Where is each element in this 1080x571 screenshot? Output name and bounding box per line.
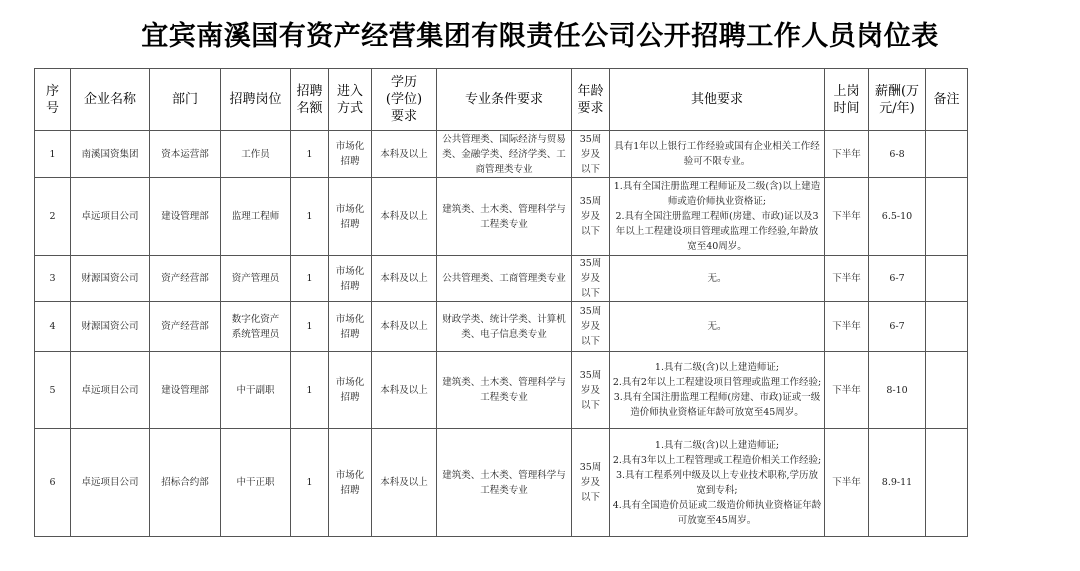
cell-method: 市场化 招聘 xyxy=(329,178,372,256)
cell-note xyxy=(926,256,968,302)
cell-age: 35周 岁及 以下 xyxy=(572,131,610,178)
cell-salary: 8.9-11 xyxy=(869,429,926,537)
table-row xyxy=(35,178,968,256)
col-header-note: 备注 xyxy=(926,69,968,131)
cell-major: 建筑类、土木类、管理科学与工程类专业 xyxy=(437,178,572,256)
cell-major: 公共管理类、工商管理类专业 xyxy=(437,256,572,302)
col-header-company: 企业名称 xyxy=(71,69,150,131)
cell-position: 中干副职 xyxy=(221,352,291,429)
col-header-quota: 招聘 名额 xyxy=(291,69,329,131)
cell-salary: 6-8 xyxy=(869,131,926,178)
cell-position: 数字化资产 系统管理员 xyxy=(221,302,291,352)
cell-start: 下半年 xyxy=(825,302,869,352)
cell-quota: 1 xyxy=(291,302,329,352)
cell-dept: 建设管理部 xyxy=(150,352,221,429)
cell-edu: 本科及以上 xyxy=(372,302,437,352)
table-row xyxy=(35,352,968,429)
cell-edu: 本科及以上 xyxy=(372,256,437,302)
cell-method: 市场化 招聘 xyxy=(329,131,372,178)
cell-edu: 本科及以上 xyxy=(372,352,437,429)
cell-edu: 本科及以上 xyxy=(372,178,437,256)
cell-quota: 1 xyxy=(291,131,329,178)
cell-position: 工作员 xyxy=(221,131,291,178)
cell-method: 市场化 招聘 xyxy=(329,256,372,302)
cell-note xyxy=(926,429,968,537)
table-row xyxy=(35,429,968,537)
table-row xyxy=(35,256,968,302)
page-title: 宜宾南溪国有资产经营集团有限责任公司公开招聘工作人员岗位表 xyxy=(141,21,939,52)
cell-seq: 3 xyxy=(35,256,71,302)
cell-start: 下半年 xyxy=(825,352,869,429)
cell-position: 资产管理员 xyxy=(221,256,291,302)
cell-seq: 2 xyxy=(35,178,71,256)
cell-seq: 1 xyxy=(35,131,71,178)
cell-major: 财政学类、统计学类、计算机类、电子信息类专业 xyxy=(437,302,572,352)
cell-method: 市场化 招聘 xyxy=(329,302,372,352)
table-row xyxy=(35,131,968,178)
cell-major: 公共管理类、国际经济与贸易类、金融学类、经济学类、工商管理类专业 xyxy=(437,131,572,178)
cell-dept: 资产经营部 xyxy=(150,302,221,352)
cell-note xyxy=(926,178,968,256)
cell-dept: 招标合约部 xyxy=(150,429,221,537)
cell-dept: 资产经营部 xyxy=(150,256,221,302)
cell-company: 卓远项目公司 xyxy=(71,429,150,537)
col-header-edu: 学历 (学位) 要求 xyxy=(372,69,437,131)
cell-major: 建筑类、土木类、管理科学与工程类专业 xyxy=(437,352,572,429)
cell-quota: 1 xyxy=(291,178,329,256)
cell-salary: 8-10 xyxy=(869,352,926,429)
cell-note xyxy=(926,131,968,178)
cell-dept: 资本运营部 xyxy=(150,131,221,178)
cell-quota: 1 xyxy=(291,429,329,537)
cell-major: 建筑类、土木类、管理科学与工程类专业 xyxy=(437,429,572,537)
cell-other: 1.具有二级(含)以上建造师证; 2.具有2年以上工程建设项目管理或监理工作经验; 3.具有全国注册监理工程师(房建、市政)证或一级造价师执业资格证年龄可放宽至45周岁。 xyxy=(610,352,825,429)
cell-other: 1.具有全国注册监理工程师证及二级(含)以上建造师或造价师执业资格证; 2.具有全国注册监理工程师(房建、市政)证以及3年以上工程建设项目管理或监理工作经验,年龄放宽至40周岁。 xyxy=(610,178,825,256)
col-header-salary: 薪酬(万 元/年) xyxy=(869,69,926,131)
recruitment-table xyxy=(34,68,968,537)
col-header-major: 专业条件要求 xyxy=(437,69,572,131)
col-header-dept: 部门 xyxy=(150,69,221,131)
cell-salary: 6-7 xyxy=(869,256,926,302)
cell-age: 35周 岁及 以下 xyxy=(572,352,610,429)
cell-edu: 本科及以上 xyxy=(372,429,437,537)
cell-other: 1.具有二级(含)以上建造师证; 2.具有3年以上工程管理或工程造价相关工作经验; 3.具有工程系列中级及以上专业技术职称,学历放宽到专科; 4.具有全国造价员证或二级造价师执业资格证年龄可放宽至45周岁。 xyxy=(610,429,825,537)
cell-note xyxy=(926,302,968,352)
cell-dept: 建设管理部 xyxy=(150,178,221,256)
cell-other: 无。 xyxy=(610,302,825,352)
cell-other: 无。 xyxy=(610,256,825,302)
cell-company: 卓远项目公司 xyxy=(71,178,150,256)
cell-company: 南溪国资集团 xyxy=(71,131,150,178)
cell-edu: 本科及以上 xyxy=(372,131,437,178)
cell-other: 具有1年以上银行工作经验或国有企业相关工作经验可不限专业。 xyxy=(610,131,825,178)
col-header-method: 进入 方式 xyxy=(329,69,372,131)
cell-position: 监理工程师 xyxy=(221,178,291,256)
header-row xyxy=(35,69,968,131)
col-header-seq: 序 号 xyxy=(35,69,71,131)
cell-position: 中干正职 xyxy=(221,429,291,537)
cell-salary: 6.5-10 xyxy=(869,178,926,256)
cell-age: 35周 岁及 以下 xyxy=(572,429,610,537)
table-row xyxy=(35,302,968,352)
cell-note xyxy=(926,352,968,429)
cell-start: 下半年 xyxy=(825,178,869,256)
cell-company: 财源国资公司 xyxy=(71,302,150,352)
cell-company: 卓远项目公司 xyxy=(71,352,150,429)
cell-age: 35周 岁及 以下 xyxy=(572,256,610,302)
col-header-age: 年龄 要求 xyxy=(572,69,610,131)
cell-quota: 1 xyxy=(291,352,329,429)
cell-seq: 5 xyxy=(35,352,71,429)
cell-start: 下半年 xyxy=(825,131,869,178)
cell-start: 下半年 xyxy=(825,256,869,302)
col-header-other: 其他要求 xyxy=(610,69,825,131)
col-header-start: 上岗 时间 xyxy=(825,69,869,131)
cell-age: 35周 岁及 以下 xyxy=(572,178,610,256)
cell-company: 财源国资公司 xyxy=(71,256,150,302)
cell-salary: 6-7 xyxy=(869,302,926,352)
cell-method: 市场化 招聘 xyxy=(329,352,372,429)
cell-method: 市场化 招聘 xyxy=(329,429,372,537)
col-header-position: 招聘岗位 xyxy=(221,69,291,131)
cell-seq: 4 xyxy=(35,302,71,352)
cell-quota: 1 xyxy=(291,256,329,302)
cell-seq: 6 xyxy=(35,429,71,537)
cell-start: 下半年 xyxy=(825,429,869,537)
cell-age: 35周 岁及 以下 xyxy=(572,302,610,352)
